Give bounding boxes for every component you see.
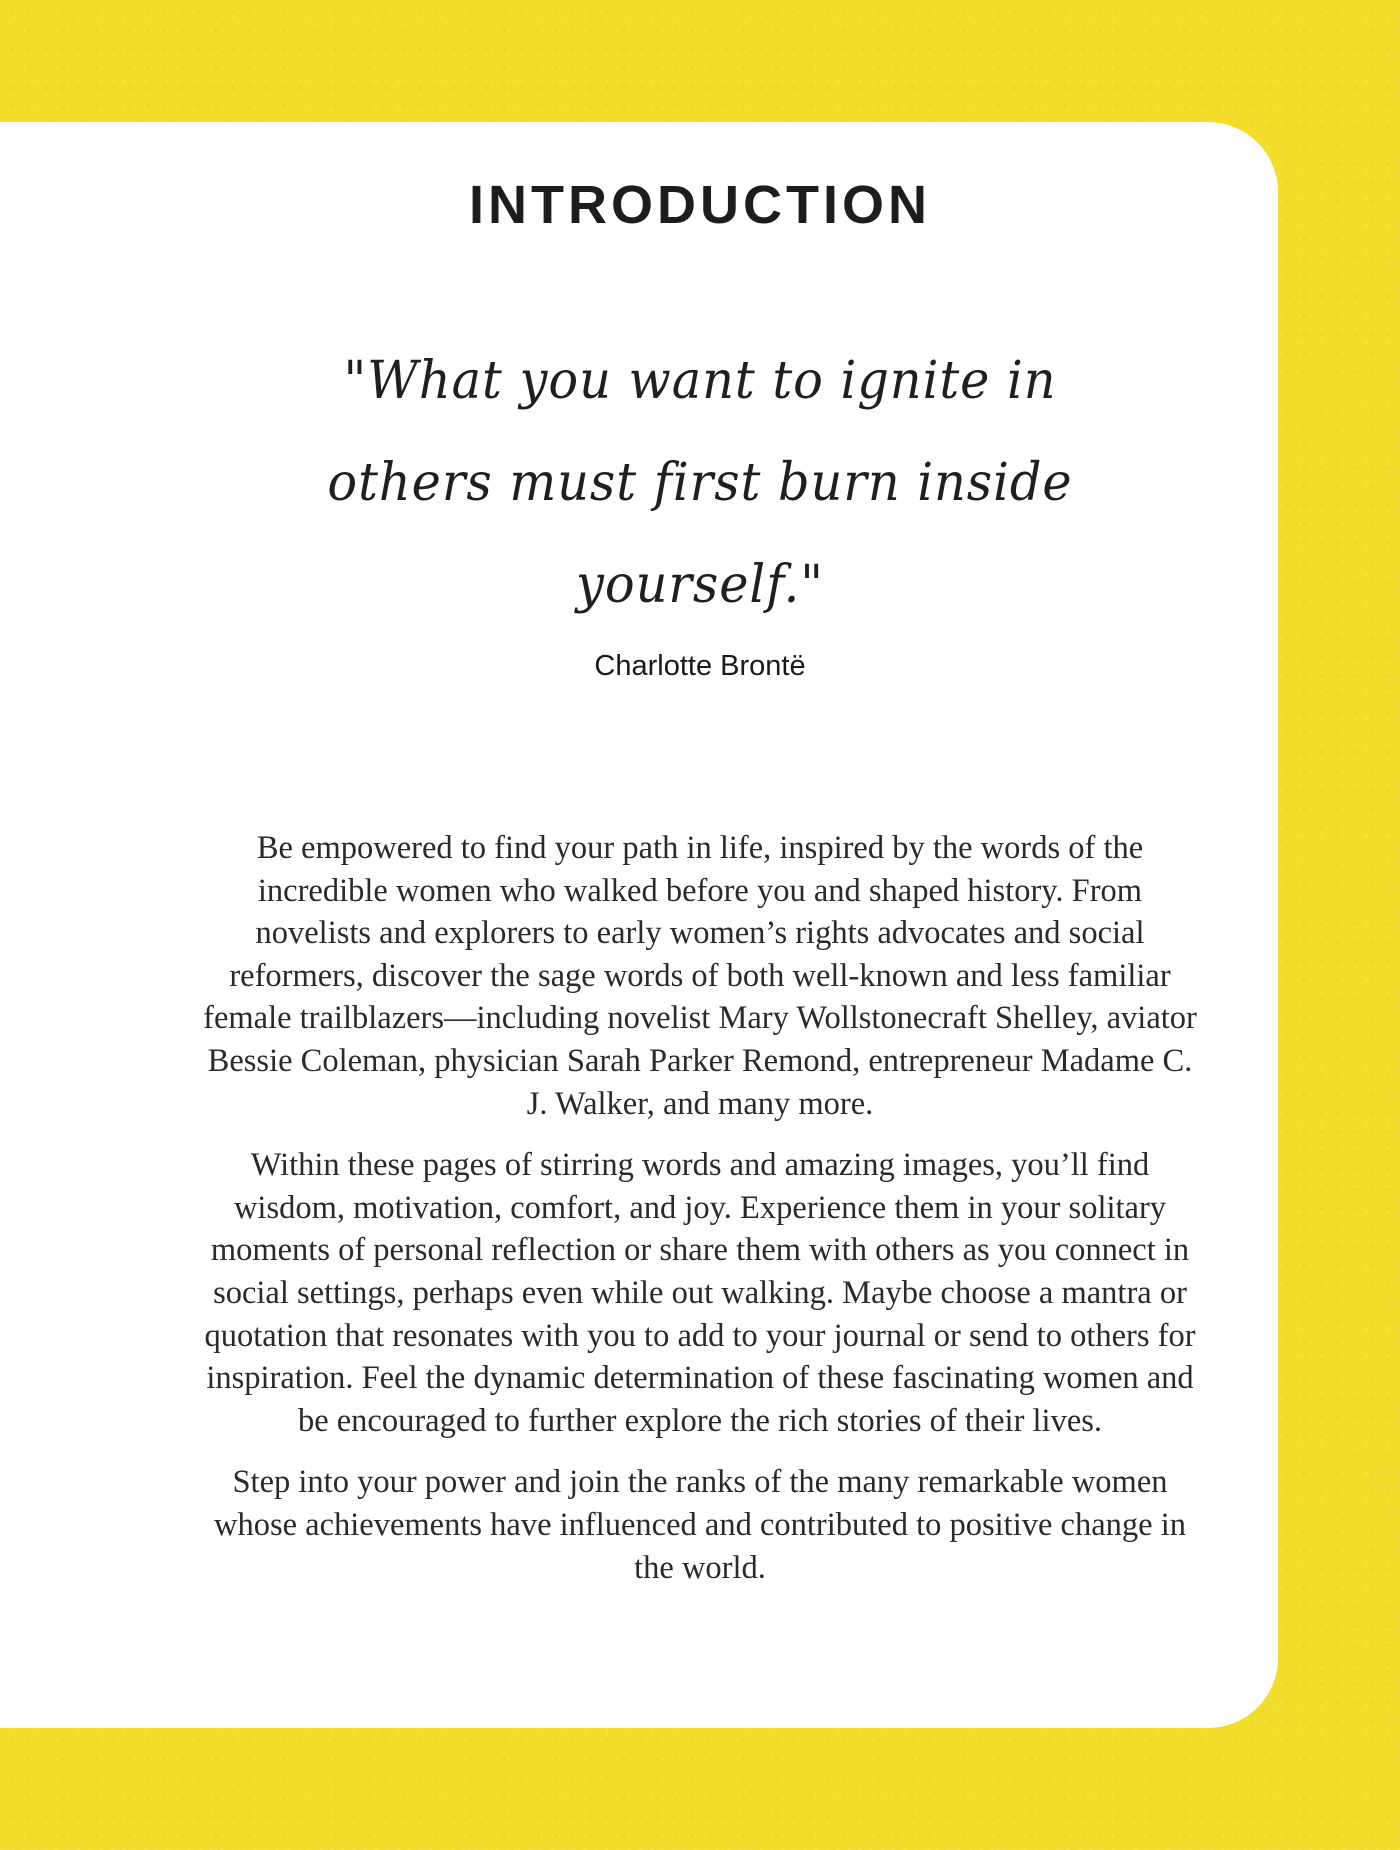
quote-text: "What you want to ignite in others must first burn inside yourself.": [327, 351, 1073, 615]
intro-paragraph-3: Step into your power and join the ranks of the many remarkable women whose achievements have influenced and contributed to positive change in the world.: [214, 1464, 1186, 1586]
intro-paragraph-1: Be empowered to find your path in life, inspired by the words of the incredible women who walked before you and shaped history. From novelists and explorers to early women’s rights advocates and social reformers, discover the sage words of both well-known and less familiar female trailblazers—including novelist Mary Wollstonecraft Shelley, aviator Bessie Coleman, physician Sarah Parker Remond, entrepreneur Madame C. J. Walker, and many more.: [203, 830, 1197, 1122]
page-title: INTRODUCTION: [469, 175, 931, 235]
intro-paragraph-2: Within these pages of stirring words and amazing images, you’ll find wisdom, motivation, comfort, and joy. Experience them in your solitary moments of personal reflection or share them with others as you connect in social settings, perhaps even while out walking. Maybe choose a mantra or quotation that resonates with you to add to your journal or send to others for inspiration. Feel the dynamic determination of these fascinating women and be encouraged to further explore the rich stories of their lives.: [204, 1147, 1196, 1439]
quote-block: [0, 330, 1400, 683]
quote-author: Charlotte Brontë: [594, 650, 806, 682]
intro-body: [200, 827, 1200, 1608]
content-panel: [0, 122, 1278, 1728]
